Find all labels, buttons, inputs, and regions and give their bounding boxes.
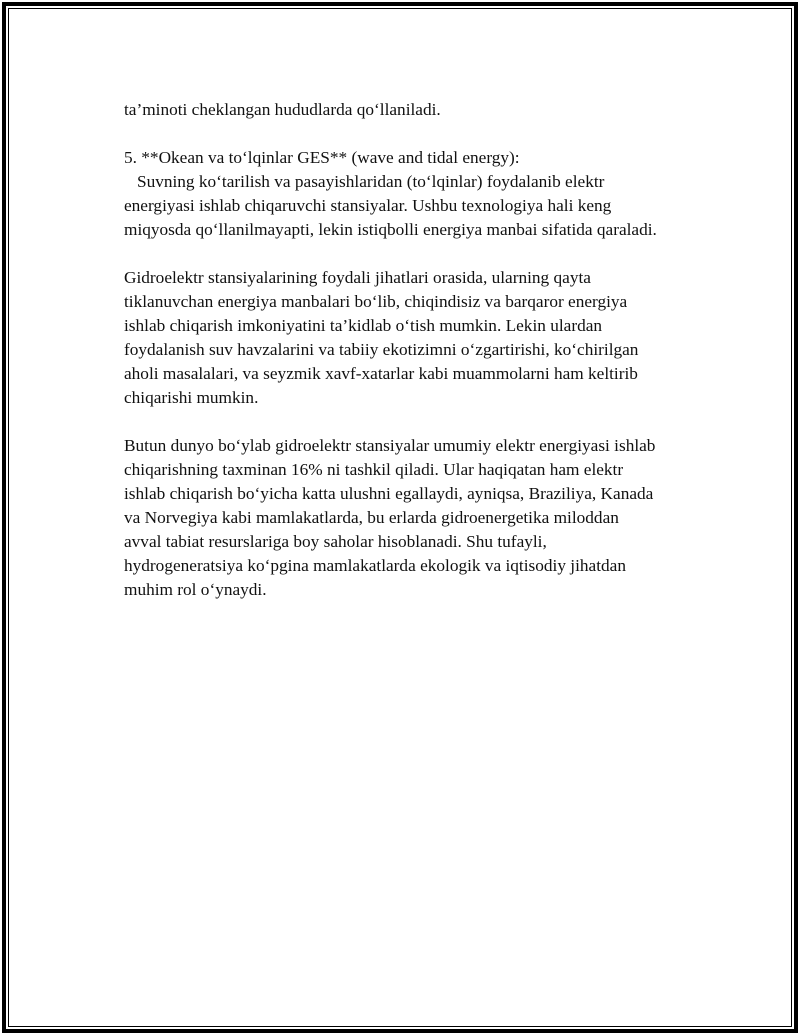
text-line: miqyosda qo‘llanilmayapti, lekin istiqbolli energiya manbai sifatida qaraladi. <box>124 220 657 239</box>
document-page <box>2 2 798 1033</box>
paragraph-continuation <box>124 98 714 122</box>
text-line: Butun dunyo bo‘ylab gidroelektr stansiyalar umumiy elektr energiyasi ishlab <box>124 436 656 455</box>
text-line: ishlab chiqarish imkoniyatini ta’kidlab o‘tish mumkin. Lekin ulardan <box>124 316 603 335</box>
text-line: ta’minoti cheklangan hududlarda qo‘llaniladi. <box>124 100 441 119</box>
paragraph-world-share <box>124 434 714 602</box>
paragraph-gap <box>124 122 714 146</box>
paragraph-advantages <box>124 266 714 410</box>
paragraph-item-5 <box>124 146 714 242</box>
text-line: muhim rol o‘ynaydi. <box>124 580 267 599</box>
list-item-heading: 5. **Okean va to‘lqinlar GES** (wave and tidal energy): <box>124 148 520 167</box>
text-line: aholi masalalari, va seyzmik xavf-xatarlar kabi muammolarni ham keltirib <box>124 364 638 383</box>
document-body <box>124 98 714 602</box>
text-line: avval tabiat resurslariga boy saholar hisoblanadi. Shu tufayli, <box>124 532 547 551</box>
text-line: ishlab chiqarish bo‘yicha katta ulushni egallaydi, ayniqsa, Braziliya, Kanada <box>124 484 654 503</box>
text-line: foydalanish suv havzalarini va tabiiy ekotizimni o‘zgartirishi, ko‘chirilgan <box>124 340 639 359</box>
text-line: chiqarishning taxminan 16% ni tashkil qiladi. Ular haqiqatan ham elektr <box>124 460 624 479</box>
text-line: Gidroelektr stansiyalarining foydali jihatlari orasida, ularning qayta <box>124 268 591 287</box>
text-line: hydrogeneratsiya ko‘pgina mamlakatlarda ekologik va iqtisodiy jihatdan <box>124 556 626 575</box>
text-line: va Norvegiya kabi mamlakatlarda, bu erlarda gidroenergetika miloddan <box>124 508 619 527</box>
text-line: Suvning ko‘tarilish va pasayishlaridan (to‘lqinlar) foydalanib elektr <box>124 172 605 191</box>
paragraph-gap <box>124 410 714 434</box>
text-line: chiqarishi mumkin. <box>124 388 259 407</box>
text-line: tiklanuvchan energiya manbalari bo‘lib, chiqindisiz va barqaror energiya <box>124 292 628 311</box>
text-line: energiyasi ishlab chiqaruvchi stansiyalar. Ushbu texnologiya hali keng <box>124 196 612 215</box>
paragraph-gap <box>124 242 714 266</box>
